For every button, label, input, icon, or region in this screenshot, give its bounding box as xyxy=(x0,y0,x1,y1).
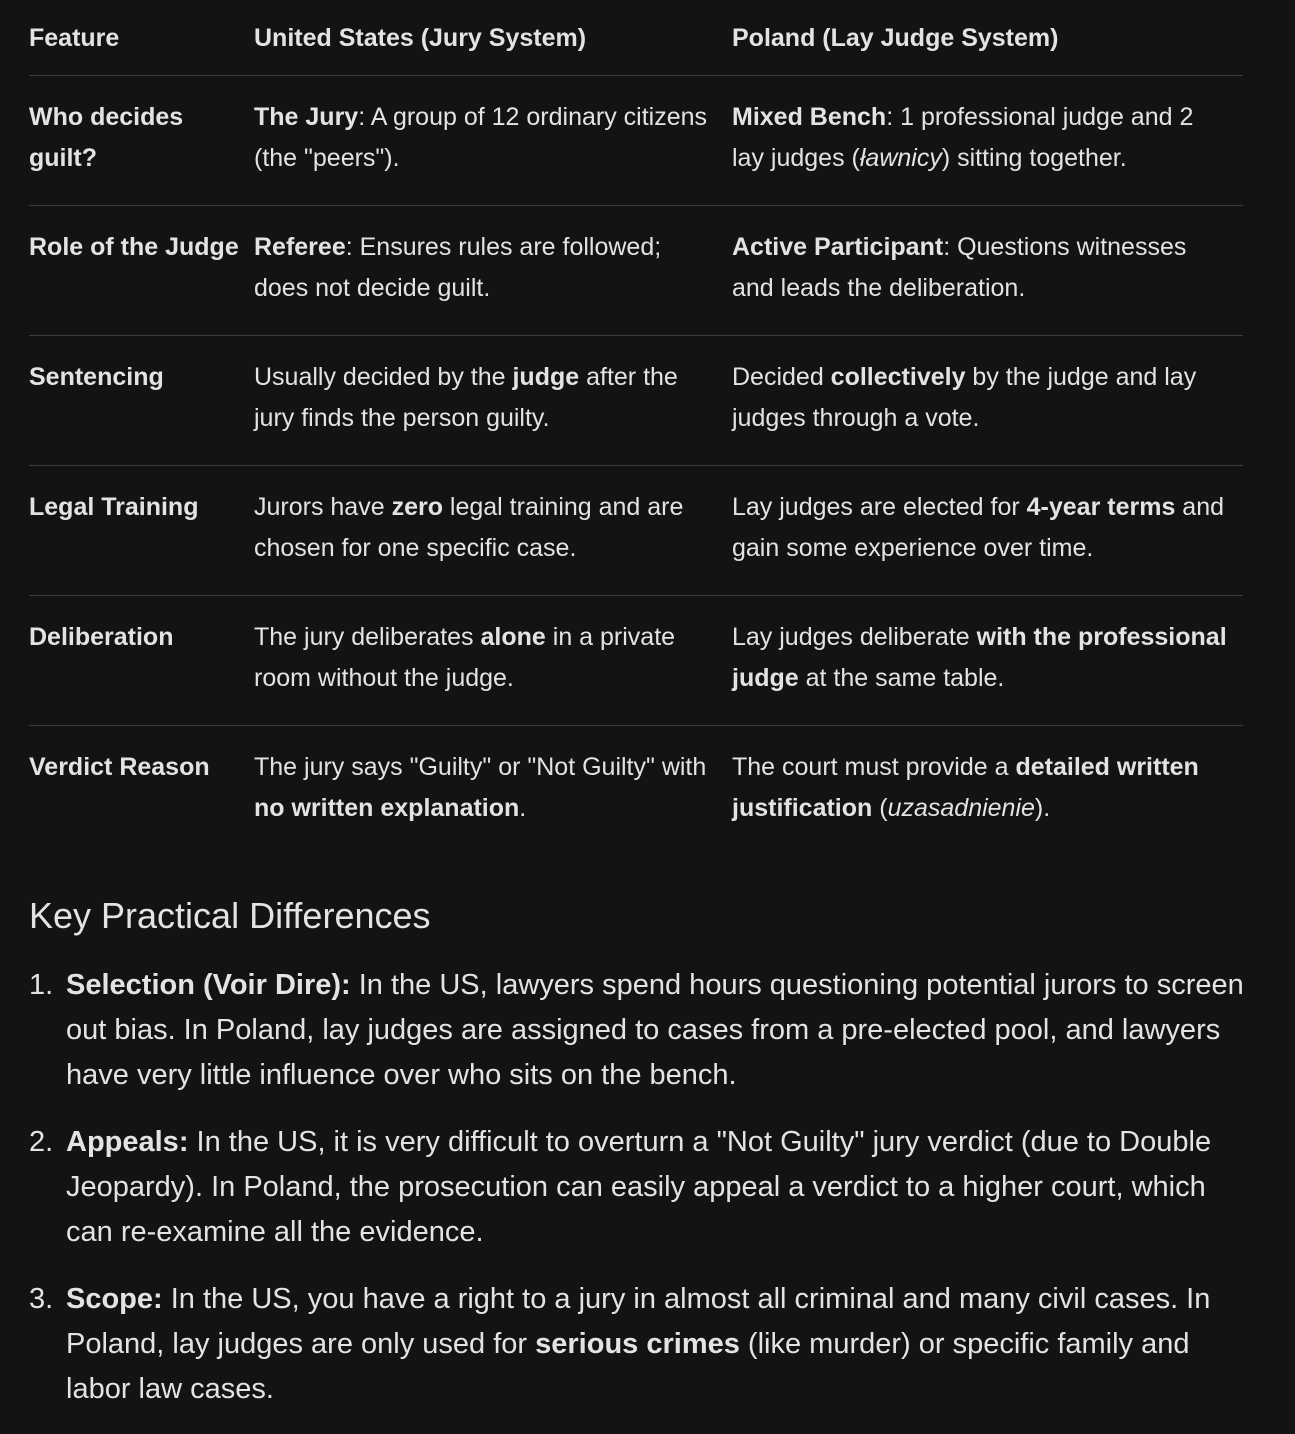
table-row xyxy=(29,336,1243,466)
list-number: 2. xyxy=(29,1126,54,1158)
table-row xyxy=(29,726,1243,856)
us-cell-text: Usually decided by the xyxy=(254,363,513,391)
poland-cell-text: The court must provide a xyxy=(732,753,1016,781)
comparison-table xyxy=(29,0,1243,855)
us-cell-text: The jury deliberates xyxy=(254,623,481,651)
poland-cell-text: Decided xyxy=(732,363,831,391)
poland-cell-bold: detailed written justification xyxy=(732,753,1199,822)
poland-cell-italic: ławnicy xyxy=(859,144,942,172)
list-item-title: Selection (Voir Dire): xyxy=(66,969,351,1001)
us-cell-bold: zero xyxy=(391,493,443,521)
list-item-text: In the US, you have a right to a jury in almost all criminal and many civil cases. In Poland, lay judges are only used for xyxy=(66,1283,1211,1360)
feature-cell: Legal Training xyxy=(29,466,254,596)
header-poland: Poland (Lay Judge System) xyxy=(732,0,1243,76)
poland-cell-bold: Active Participant xyxy=(732,233,944,261)
section-heading: Key Practical Differences xyxy=(29,895,431,936)
us-cell xyxy=(254,466,732,596)
list-item xyxy=(29,963,1259,1098)
poland-cell-text: ). xyxy=(1034,794,1051,822)
list-item-text: In the US, it is very difficult to overturn a "Not Guilty" jury verdict (due to Double Jeopardy). In Poland, the prosecution can easily appeal a verdict to a higher court, which can re-examine all the evidence. xyxy=(66,1126,1212,1248)
list-item xyxy=(29,1120,1259,1255)
header-feature: Feature xyxy=(29,0,254,76)
table-row xyxy=(29,596,1243,726)
feature-cell: Sentencing xyxy=(29,336,254,466)
us-cell xyxy=(254,726,732,856)
poland-cell-text: ( xyxy=(872,794,888,822)
header-united-states: United States (Jury System) xyxy=(254,0,732,76)
poland-cell xyxy=(732,726,1243,856)
poland-cell-italic: uzasadnienie xyxy=(887,794,1035,822)
table-row xyxy=(29,76,1243,206)
list-item-text: In the US, lawyers spend hours questioning potential jurors to screen out bias. In Poland, lay judges are assigned to cases from a pre-elected pool, and lawyers have very little influence over who sits on the bench. xyxy=(66,969,1244,1091)
list-item xyxy=(29,1277,1259,1412)
list-number: 3. xyxy=(29,1283,54,1315)
poland-cell xyxy=(732,76,1243,206)
us-cell-text: . xyxy=(519,794,527,822)
feature-cell: Role of the Judge xyxy=(29,206,254,336)
comparison-table-container xyxy=(29,0,1243,855)
list-item-text: (like murder) or specific family and labor law cases. xyxy=(66,1328,1190,1405)
list-number: 1. xyxy=(29,969,54,1001)
table-row xyxy=(29,206,1243,336)
poland-cell xyxy=(732,336,1243,466)
us-cell-text: The jury says "Guilty" or "Not Guilty" with xyxy=(254,753,707,781)
us-cell-text: after the jury finds the person guilty. xyxy=(254,363,678,432)
us-cell-text: : A group of 12 ordinary citizens (the "peers"). xyxy=(254,103,708,172)
us-cell-text: : Ensures rules are followed; does not decide guilt. xyxy=(254,233,662,302)
us-cell-bold: Referee xyxy=(254,233,346,261)
table-header-row xyxy=(29,0,1243,76)
poland-cell-bold: Mixed Bench xyxy=(732,103,887,131)
us-cell xyxy=(254,206,732,336)
us-cell xyxy=(254,596,732,726)
us-cell-text: in a private room without the judge. xyxy=(254,623,676,692)
feature-cell: Who decides guilt? xyxy=(29,76,254,206)
differences-list xyxy=(29,963,1259,1434)
poland-cell-text: Lay judges deliberate xyxy=(732,623,977,651)
poland-cell xyxy=(732,596,1243,726)
poland-cell-text: and gain some experience over time. xyxy=(732,493,1225,562)
list-item-bold: serious crimes xyxy=(535,1328,740,1360)
poland-cell-text: : Questions witnesses and leads the deliberation. xyxy=(732,233,1187,302)
feature-cell: Deliberation xyxy=(29,596,254,726)
list-item-title: Appeals: xyxy=(66,1126,189,1158)
poland-cell xyxy=(732,206,1243,336)
us-cell xyxy=(254,336,732,466)
feature-cell: Verdict Reason xyxy=(29,753,210,781)
poland-cell-bold: collectively xyxy=(830,363,966,391)
poland-cell-text: ) sitting together. xyxy=(941,144,1127,172)
us-cell-bold: judge xyxy=(512,363,580,391)
poland-cell-bold: 4-year terms xyxy=(1026,493,1176,521)
poland-cell-text: Lay judges are elected for xyxy=(732,493,1027,521)
poland-cell xyxy=(732,466,1243,596)
us-cell-text: legal training and are chosen for one specific case. xyxy=(254,493,684,562)
poland-cell-text: by the judge and lay judges through a vote. xyxy=(732,363,1197,432)
us-cell-bold: no written explanation xyxy=(254,794,520,822)
us-cell xyxy=(254,76,732,206)
poland-cell-text: at the same table. xyxy=(798,664,1005,692)
table-row xyxy=(29,466,1243,596)
us-cell-bold: alone xyxy=(480,623,546,651)
poland-cell-text: : 1 professional judge and 2 lay judges ( xyxy=(732,103,1194,172)
poland-cell-bold: with the professional judge xyxy=(732,623,1227,692)
us-cell-bold: The Jury xyxy=(254,103,359,131)
list-item-title: Scope: xyxy=(66,1283,163,1315)
us-cell-text: Jurors have xyxy=(254,493,392,521)
